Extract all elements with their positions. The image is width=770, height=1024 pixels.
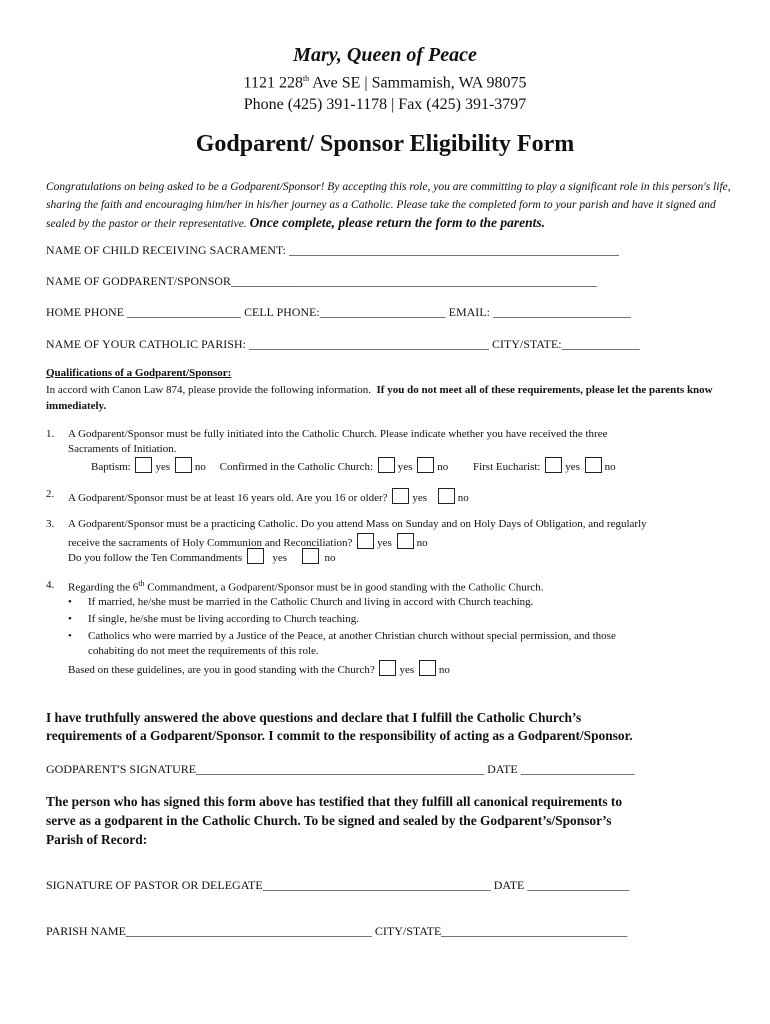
q2-yes-checkbox[interactable] (392, 488, 409, 504)
qualifications-lead: In accord with Canon Law 874, please provide the following information. If you do not meet all of these requirements, please let the parents know immediately. (46, 384, 713, 412)
q1-text: A Godparent/Sponsor must be fully initiated into the Catholic Church. Please indicate whether you have received the three (68, 428, 608, 440)
declaration-line-2: requirements of a Godparent/Sponsor. I commit to the responsibility of acting as a Godparent/Sponsor. (46, 728, 633, 743)
q3-text-3: Do you follow the Ten Commandments yes no (68, 548, 336, 564)
intro-paragraph (46, 178, 736, 233)
q3-mass-yes-checkbox[interactable] (357, 533, 374, 549)
godparent-signature-field[interactable]: GODPARENT'S SIGNATURE________________________________________________ DATE ___________________ (46, 762, 635, 776)
godparent-name-field[interactable]: NAME OF GODPARENT/SPONSOR_____________________________________________________________ (46, 274, 597, 288)
baptism-yes-checkbox[interactable] (135, 457, 152, 473)
q3-number: 3. (46, 518, 55, 530)
pastor-line-2: serve as a godparent in the Catholic Church. To be signed and sealed by the Godparent’s/Sponsor’s (46, 813, 612, 828)
q1-number: 1. (46, 428, 55, 440)
baptism-no-checkbox[interactable] (175, 457, 192, 473)
q2-text: A Godparent/Sponsor must be at least 16 years old. Are you 16 or older? yes no (68, 488, 469, 504)
parish-name-city-field[interactable]: PARISH NAME_________________________________________ CITY/STATE_______________________________ (46, 924, 628, 938)
eucharist-no-checkbox[interactable] (585, 457, 602, 473)
q4-no-checkbox[interactable] (419, 660, 436, 676)
qualifications-heading: Qualifications of a Godparent/Sponsor: (46, 367, 232, 379)
declaration-line-1: I have truthfully answered the above questions and declare that I fulfill the Catholic Church’s (46, 710, 582, 725)
page-title: Godparent/ Sponsor Eligibility Form (195, 131, 575, 157)
list-item-continued: cohabiting do not meet the requirements of this role. (88, 645, 319, 657)
parish-phone: Phone (425) 391-1178 | Fax (425) 391-3797 (243, 96, 527, 113)
confirmed-no-checkbox[interactable] (417, 457, 434, 473)
phone-email-fields[interactable]: HOME PHONE ___________________ CELL PHONE:_____________________ EMAIL: _______________________ (46, 305, 632, 319)
eucharist-yes-checkbox[interactable] (545, 457, 562, 473)
intro-text: Congratulations on being asked to be a Godparent/Sponsor! By accepting this role, you are committing to play a significant role in this person's life, sharing the faith and encouraging him/her in his/her journey as a Catholic. Please take the completed form to your parish and have it signed and sealed by the pastor or their representative. (46, 181, 731, 230)
q3-commandments-yes-checkbox[interactable] (247, 548, 264, 564)
q3-mass-no-checkbox[interactable] (397, 533, 414, 549)
child-name-field[interactable]: NAME OF CHILD RECEIVING SACRAMENT: _______________________________________________________ (46, 243, 620, 257)
q4-question: Based on these guidelines, are you in good standing with the Church? yes no (68, 660, 450, 676)
parish-city-fields[interactable]: NAME OF YOUR CATHOLIC PARISH: ________________________________________ CITY/STATE:_____________ (46, 337, 640, 351)
q4-text: Regarding the 6th Commandment, a Godparent/Sponsor must be in good standing with the Catholic Church. (68, 579, 544, 594)
pastor-signature-field[interactable]: SIGNATURE OF PASTOR OR DELEGATE______________________________________ DATE _________________ (46, 878, 630, 892)
intro-emphasis: Once complete, please return the form to the parents. (249, 215, 546, 230)
q3-text: A Godparent/Sponsor must be a practicing Catholic. Do you attend Mass on Sunday and on Holy Days of Obligation, and regularly (68, 518, 647, 530)
q4-yes-checkbox[interactable] (379, 660, 396, 676)
pastor-line-1: The person who has signed this form above has testified that they fulfill all canonical requirements to (46, 794, 623, 809)
list-item: • If single, he/she must be living according to Church teaching. (68, 613, 359, 625)
parish-name: Mary, Queen of Peace (293, 44, 477, 66)
q2-no-checkbox[interactable] (438, 488, 455, 504)
parish-address: 1121 228th Ave SE | Sammamish, WA 98075 (243, 74, 527, 92)
q3-text-2: receive the sacraments of Holy Communion and Reconciliation? yes no (68, 533, 428, 549)
q1-text-2: Sacraments of Initiation. (68, 443, 177, 455)
q4-number: 4. (46, 579, 55, 591)
list-item: • If married, he/she must be married in the Catholic Church and living in accord with Church teaching. (68, 596, 534, 608)
list-item: • Catholics who were married by a Justice of the Peace, at another Christian church without special permission, and those (68, 630, 616, 642)
q1-answers: Baptism: yes no Confirmed in the Catholic Church: yes no First Eucharist: yes no (91, 457, 616, 473)
q2-number: 2. (46, 488, 55, 500)
q3-commandments-no-checkbox[interactable] (302, 548, 319, 564)
pastor-line-3: Parish of Record: (46, 832, 148, 847)
confirmed-yes-checkbox[interactable] (378, 457, 395, 473)
